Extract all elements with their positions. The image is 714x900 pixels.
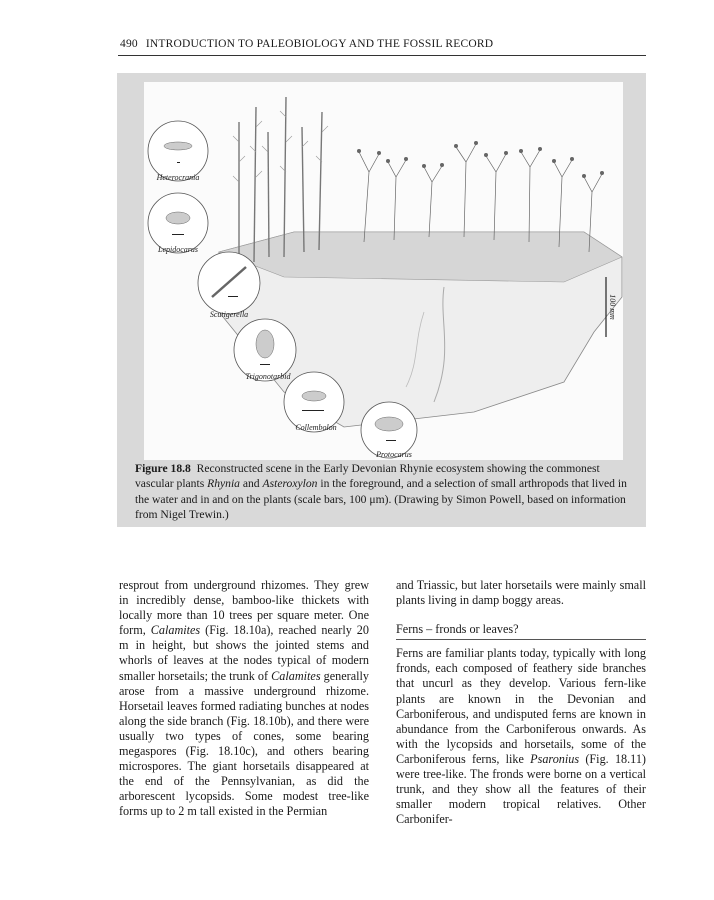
section-heading: Ferns – fronds or leaves? [396,622,646,640]
ground-surface [219,232,622,282]
caption-text: Reconstructed scene in the Early Devonian Rhynie ecosystem showing the commonest vascular plants [135,462,600,491]
body-paragraph: resprout from underground rhizomes. They grew in incredibly dense, bamboo-like thickets with locally more than 10 trees per square meter. One form, Calamites (Fig. 18.10a), reached nearly 20 m in height, but shows the jointed stems and whorls of leaves at the nodes typical of modern smaller horsetails; the trunk of Calamites generally arose from a massive underground rhizome. Horsetail leaves formed radiating bunches at nodes along the side branch (Fig. 18.10b), and there were usually two types of cones, some bearing megaspores (Fig. 18.10c), and others bearing microspores. The giant horsetails disappeared at the end of the Pennsylvanian, as did the arborescent lycopsids. Some modest tree-like forms up to 2 m tall existed in the Permian [119,578,369,819]
header-rule [118,55,646,56]
figure-illustration [144,82,623,460]
body-paragraph: and Triassic, but later horsetails were mainly small plants living in damp boggy areas. [396,578,646,608]
label-heterocrania: Heterocrania [156,173,200,182]
body-paragraph: Ferns are familiar plants today, typically with long fronds, each composed of feathery side branches that uncurl as they develop. Various fern-like plants are known in the Devonian and Carboniferous, and undisputed ferns are known in abundance from the Carboniferous onwards. As with the lycopsids and horsetails, some of the Carboniferous ferns, like Psaronius (Fig. 18.11) were tree-like. The fronds were borne on a vertical trunk, and they show all the features of their smaller modern tropical relatives. Other Carbonifer- [396,646,646,827]
caption-taxon-asteroxylon: Asteroxylon [262,477,318,491]
caption-text: in the foreground, and a selection of small arthropods that lived in the water and in and on the plants (scale bars, 100 μm). (Drawing by Simon Powell, based on information from Nigel Trewin.) [135,477,627,522]
rhynie-ecosystem-drawing [144,82,623,460]
label-trigonotarbid: Trigonotarbid [245,372,291,381]
left-column [119,578,369,820]
sporangia [357,141,604,178]
caption-taxon-rhynia: Rhynia [207,477,240,491]
scale-label: 100 mm [608,294,617,320]
asteroxylon-leaves [233,111,328,182]
label-protocarus: Protocarus [376,450,412,459]
figure-panel [117,73,646,527]
label-lepidocarus: Lepidocarus [158,245,198,254]
figure-caption [135,461,630,523]
caption-text: and [239,477,263,491]
running-title: INTRODUCTION TO PALEOBIOLOGY AND THE FOSSIL RECORD [145,38,494,50]
figure-number: Figure 18.8 [135,462,191,475]
label-collembolon: Collembolon [295,423,337,432]
page-number: 490 [120,38,138,50]
right-column [396,578,646,827]
inset-heterocrania [148,121,208,181]
running-header [120,38,493,50]
label-scutigerella: Scutigerella [209,310,249,319]
